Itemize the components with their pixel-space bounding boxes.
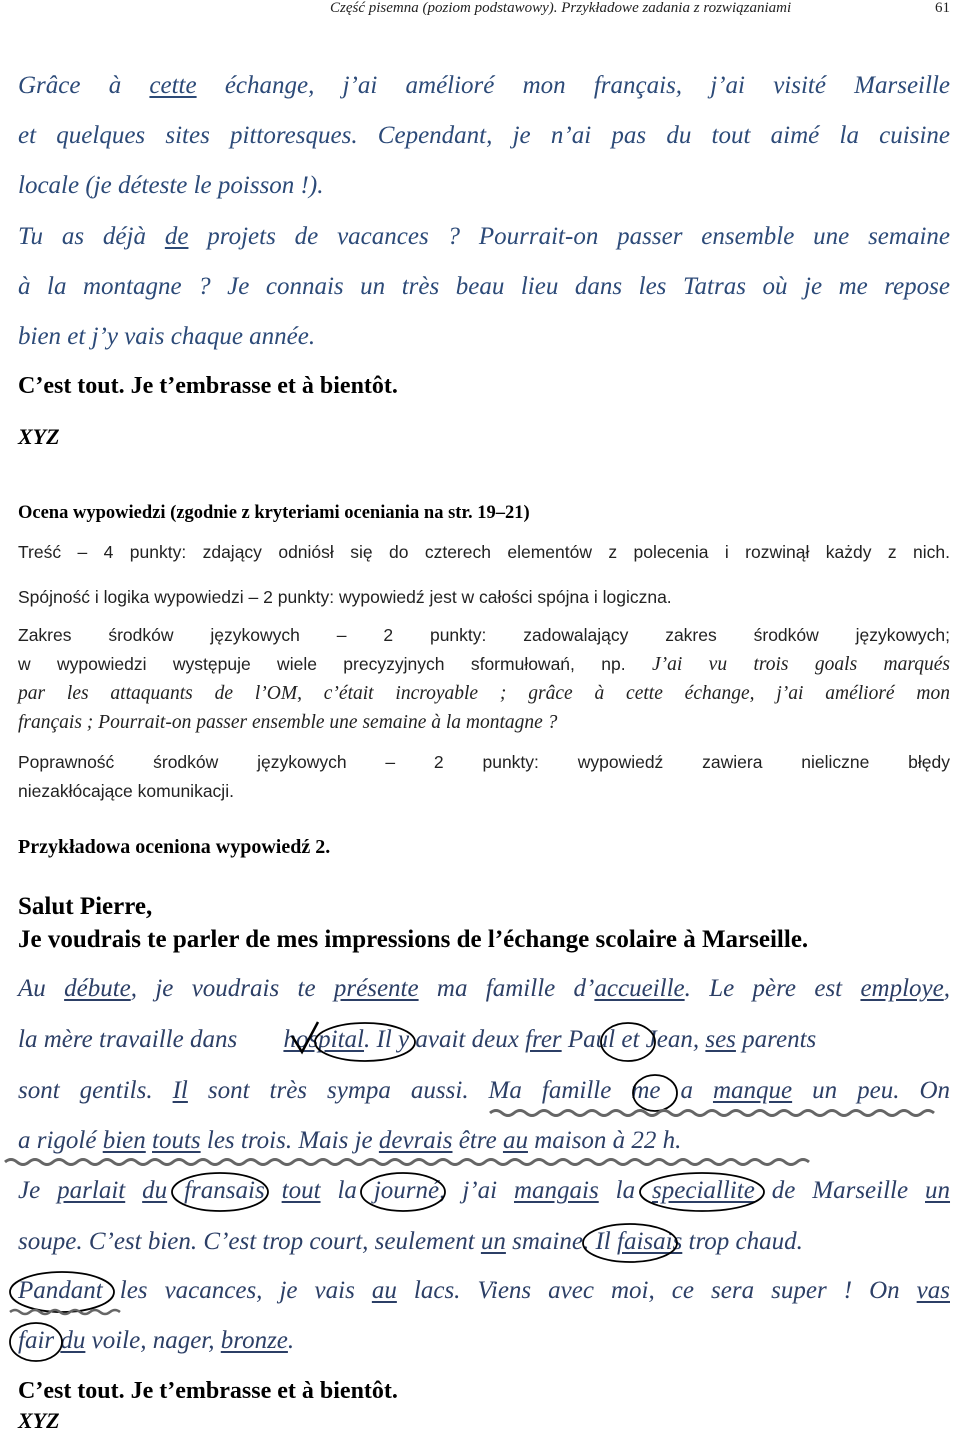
criterion-tresc: Treść – 4 punkty: zdający odniósł się do czterech elementów z polecenia i rozwinął każdy z nich.	[18, 542, 950, 562]
letter1-line-5: à la montagne ? Je connais un très beau lieu dans les Tatras où je me repose	[18, 273, 950, 300]
sample-line-5: Je parlait du fransais tout la journé, j’ai mangais la speciallite de Marseille un	[18, 1177, 951, 1204]
sample-line-1: Au débute, je voudrais te présente ma famille d’accueille. Le père est employe,	[18, 975, 950, 1002]
criterion-zakres: Zakres środków językowych – 2 punkty: zadowalający zakres środków językowych; w wypowiedzi występuje wiele precyzyjnych sformułowań, np. J’ai vu trois goals marqués par les attaquants de l’OM, c’était incroyable ; grâce à cette échange, j’ai amélioré mon français ; Pourrait-on passer ensemble une semaine à la montagne ?	[18, 625, 950, 733]
sample-line-4: a rigolé bien touts les trois. Mais je devrais être au maison à 22 h.	[18, 1127, 682, 1154]
letter1-line-2: et quelques sites pittoresques. Cependant, je n’ai pas du tout aimé la cuisine	[18, 122, 950, 149]
underlined-error: de	[164, 223, 189, 250]
sample-title: Przykładowa oceniona wypowiedź 2.	[18, 836, 331, 858]
sample-intro: Je voudrais te parler de mes impressions de l’échange scolaire à Marseille.	[18, 926, 809, 953]
evaluation-title: Ocena wypowiedzi (zgodnie z kryteriami oceniania na str. 19–21)	[18, 503, 530, 523]
letter1-line-1: Grâce à cette échange, j’ai amélioré mon français, j’ai visité Marseille	[18, 72, 950, 99]
criterion-spojnosc: Spójność i logika wypowiedzi – 2 punkty: wypowiedź jest w całości spójna i logiczna.	[18, 587, 672, 607]
page-number: 61	[935, 0, 950, 16]
sample-line-3: sont gentils. Il sont très sympa aussi. Ma famille me a manque un peu. On	[18, 1077, 951, 1104]
running-title: Część pisemna (poziom podstawowy). Przykładowe zadania z rozwiązaniami	[330, 0, 792, 16]
wavy-underline	[490, 1111, 934, 1116]
sample-signature: XYZ	[18, 1408, 60, 1433]
letter1-line-4: Tu as déjà de projets de vacances ? Pourrait-on passer ensemble une semaine	[18, 223, 950, 250]
letter1-line-3: locale (je déteste le poisson !).	[18, 172, 324, 199]
wavy-underline	[5, 1160, 809, 1165]
sample-line-6: soupe. C’est bien. C’est trop court, seulement un smaine. Il faisais trop chaud.	[18, 1228, 803, 1255]
sample-line-2: la mère travaille dans hospital. Il y avait deux frer Paul et Jean, ses parents	[18, 1026, 817, 1053]
criterion-poprawnosc: Poprawność środków językowych – 2 punkty: wypowiedź zawiera nieliczne błędy niezakłócające komunikacji.	[18, 752, 950, 801]
letter1-signature: XYZ	[18, 424, 60, 449]
letter1-line-6: bien et j’y vais chaque année.	[18, 323, 316, 350]
sample-line-7: Pandant les vacances, je vais au lacs. Viens avec moi, ce sera super ! On vas	[18, 1277, 950, 1304]
sample-greeting: Salut Pierre,	[18, 893, 153, 920]
underlined-error: cette	[149, 72, 197, 99]
page-header	[330, 0, 950, 22]
sample-closing: C’est tout. Je t’embrasse et à bientôt.	[18, 1378, 398, 1404]
sample-line-8: fair du voile, nager, bronze.	[18, 1327, 295, 1354]
letter1-closing: C’est tout. Je t’embrasse et à bientôt.	[18, 373, 398, 399]
wavy-underline	[10, 1310, 120, 1314]
